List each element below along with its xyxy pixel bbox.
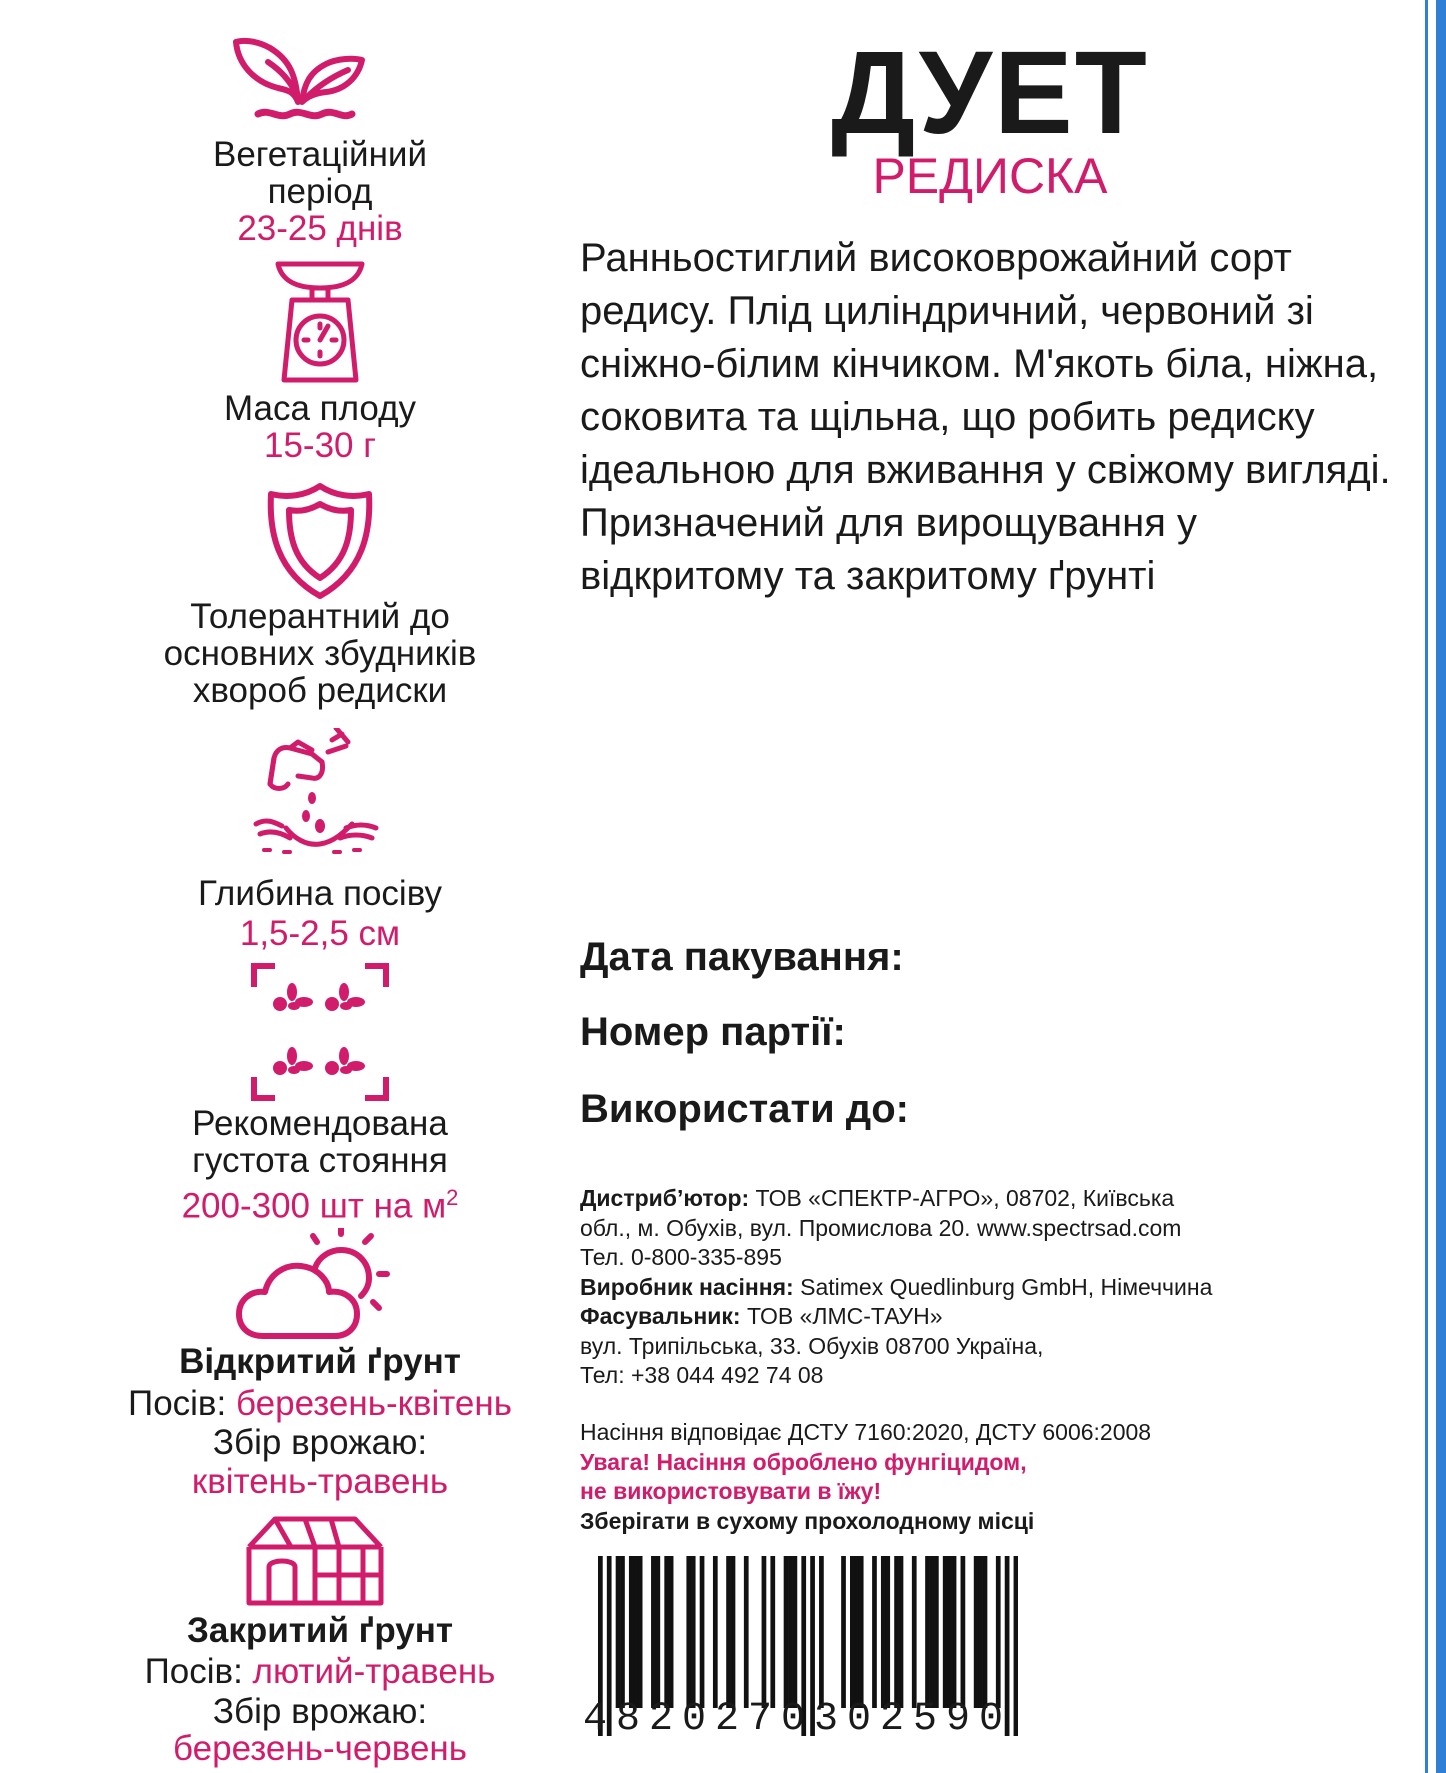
barcode-bar (974, 1556, 979, 1708)
vegetation-label-line2: період (267, 172, 373, 211)
storage-text: Зберігати в сухому прохолодному місці (580, 1507, 1035, 1534)
barcode-bar (691, 1556, 696, 1708)
barcode-bar (943, 1556, 948, 1708)
distributor-phone: Тел. 0-800-335-895 (580, 1244, 782, 1270)
product-title: ДУЕТ (831, 27, 1149, 159)
density-line2: густота стояння (192, 1141, 448, 1180)
barcode-bar (872, 1556, 877, 1708)
barcode-bar (713, 1556, 718, 1708)
standards-text: Насіння відповідає ДСТУ 7160:2020, ДСТУ 6006:2008 (580, 1419, 1152, 1445)
barcode-bar (850, 1556, 855, 1708)
product-description: Ранньостиглий високоврожайний сорт редису. Плід циліндричний, червоний зі сніжно-білим кінчиком. М'якоть біла, ніжна, соковита та щільна, що робить редиску ідеальною для вживання у свіжому вигляді. Призначений для вирощування у відкритому та закритому ґрунті (580, 236, 1391, 598)
barcode-bar (952, 1556, 957, 1708)
barcode-bar (925, 1556, 930, 1708)
blue-edge-band (1436, 0, 1446, 1773)
barcode-bar (762, 1556, 767, 1708)
packer-phone: Тел: +38 044 492 74 08 (580, 1362, 824, 1388)
barcode-bar (854, 1556, 859, 1708)
barcode-bar (912, 1556, 917, 1708)
tolerance-line3: хвороб редиски (192, 671, 448, 710)
closed-ground-sowing (60, 1653, 580, 1690)
greenhouse-icon (245, 1515, 385, 1607)
closed-ground-harvest-value: березень-червень (172, 1729, 467, 1768)
barcode-bar (894, 1556, 899, 1708)
distributor-label: Дистриб’ютор: (580, 1185, 750, 1211)
vegetation-value: 23-25 днів (237, 209, 403, 248)
sowing-hand-icon (250, 728, 380, 858)
barcode-bar (731, 1556, 736, 1708)
open-ground-harvest-label: Збір врожаю: (212, 1423, 428, 1462)
open-ground-title: Відкритий ґрунт (179, 1342, 461, 1381)
barcode-bar (744, 1556, 749, 1708)
packaging-date-label: Дата пакування: (580, 935, 904, 979)
depth-value: 1,5-2,5 см (239, 914, 401, 953)
packer-line (580, 1302, 1380, 1332)
density-unit-sup: 2 (446, 1185, 459, 1210)
barcode-bar (819, 1556, 824, 1708)
barcode-bar (669, 1556, 674, 1708)
warning-line1: Увага! Насіння оброблено фунгіцидом, (580, 1448, 1027, 1475)
open-ground-sowing-label: Посів: (128, 1384, 227, 1423)
barcode-bar (996, 1556, 1001, 1708)
barcode-bar (1014, 1556, 1018, 1736)
closed-ground-title: Закритий ґрунт (186, 1611, 453, 1650)
density-value (60, 1179, 580, 1225)
barcode-bar (899, 1556, 904, 1708)
density-line1: Рекомендована (192, 1104, 448, 1143)
producer-label: Виробник насіння: (580, 1273, 794, 1300)
closed-ground-sowing-value: лютий-травень (252, 1652, 496, 1691)
open-ground-sowing-value: березень-квітень (235, 1384, 512, 1423)
tolerance-line1: Толерантний до (190, 597, 450, 636)
barcode-bar (633, 1556, 638, 1708)
barcode-bar (881, 1556, 886, 1708)
legal-info (580, 1184, 1380, 1391)
standards-block (580, 1418, 1380, 1536)
distributor-line (580, 1184, 1380, 1214)
packer-text: ТОВ «ЛМС-ТАУН» (740, 1303, 943, 1329)
mass-label: Маса плоду (223, 389, 417, 428)
barcode-bar (978, 1556, 983, 1708)
plant-density-icon (250, 962, 390, 1102)
open-ground-sowing (60, 1385, 580, 1422)
barcode-bar (793, 1556, 798, 1708)
open-ground-harvest-value: квітень-травень (191, 1462, 449, 1501)
barcode-bar (947, 1556, 952, 1708)
barcode-bar (638, 1556, 643, 1708)
depth-label: Глибина посіву (197, 874, 443, 913)
shield-icon (265, 482, 375, 600)
tolerance-line2: основних збудників (163, 634, 477, 673)
barcode-bar (885, 1556, 890, 1708)
barcode-bar (616, 1556, 621, 1708)
distributor-address: обл., м. Обухів, вул. Промислова 20. www.spectrsad.com (580, 1214, 1182, 1241)
barcode-bar (930, 1556, 935, 1708)
barcode-bar (686, 1556, 691, 1708)
distributor-text: ТОВ «СПЕКТР-АГРО», 08702, Київська (749, 1185, 1175, 1211)
barcode-digits: 4820270302590 (583, 1697, 1013, 1742)
barcode-bar (655, 1556, 660, 1708)
producer-line (580, 1273, 1380, 1303)
barcode-bar (620, 1556, 625, 1708)
barcode-bar (700, 1556, 705, 1708)
packer-address: вул. Трипільська, 33. Обухів 08700 Україна, (580, 1332, 1044, 1359)
barcode-bar (726, 1556, 731, 1708)
producer-text: Satimex Quedlinburg GmbH, Німеччина (793, 1273, 1213, 1300)
density-value-text: 200-300 шт на м (181, 1186, 447, 1226)
blue-edge-line (1425, 0, 1428, 1773)
barcode-bar (934, 1556, 939, 1708)
barcode-bar (664, 1556, 669, 1708)
closed-ground-harvest-label: Збір врожаю: (212, 1692, 428, 1731)
use-by-label: Використати до: (580, 1087, 909, 1131)
sprout-icon (230, 18, 370, 128)
vegetation-label-line1: Вегетаційний (212, 135, 428, 174)
closed-ground-sowing-label: Посів: (144, 1652, 243, 1691)
warning-line2: не використовувати в їжу! (580, 1478, 882, 1504)
barcode-bar (859, 1556, 864, 1708)
barcode-bar (651, 1556, 656, 1708)
barcode-bar (770, 1556, 775, 1708)
barcode-bar (841, 1556, 846, 1708)
barcode-bar (629, 1556, 634, 1708)
barcode-bar (788, 1556, 793, 1708)
barcode-bar (961, 1556, 966, 1708)
batch-number-label: Номер партії: (580, 1010, 846, 1054)
sun-cloud-icon (235, 1228, 395, 1343)
packer-label: Фасувальник: (580, 1303, 741, 1329)
scale-icon (270, 258, 370, 388)
barcode-bar (784, 1556, 789, 1708)
barcode-bar (983, 1556, 988, 1708)
product-subtitle: РЕДИСКА (872, 148, 1108, 204)
mass-value: 15-30 г (263, 426, 376, 465)
